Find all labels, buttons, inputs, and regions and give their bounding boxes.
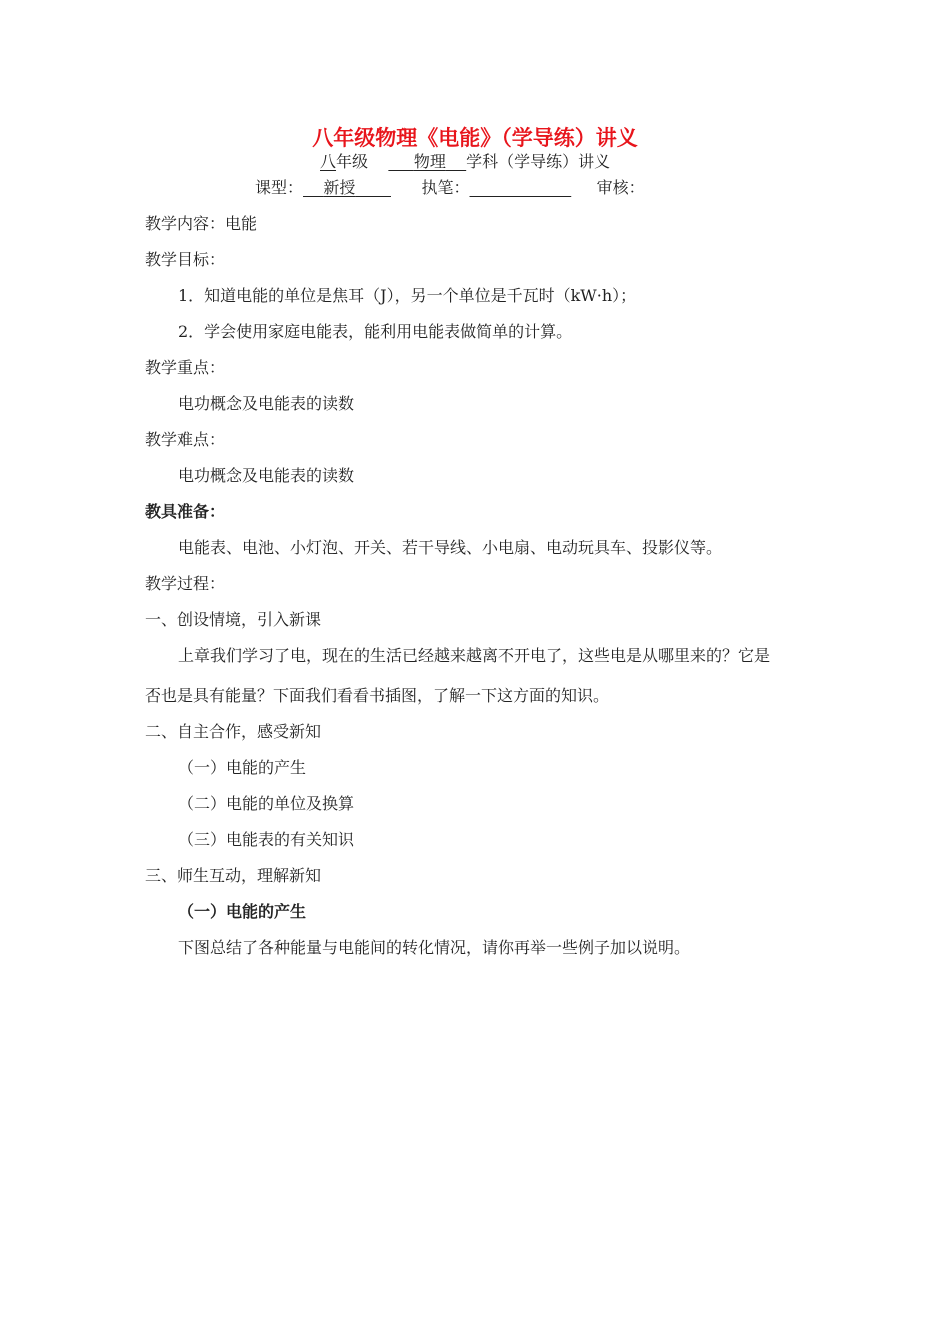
subject-value: 物理 (413, 152, 446, 171)
grade-value: 八 (320, 152, 337, 171)
section-1-paragraph-line-1: 上章我们学习了电，现在的生活已经越来越离不开电了，这些电是从哪里来的？它是 (178, 646, 771, 665)
author-blank (470, 178, 572, 197)
content-label: 教学内容： (145, 214, 226, 233)
difficulty-value: 电功概念及电能表的读数 (178, 466, 355, 485)
objective-item-1: 1．知道电能的单位是焦耳（J），另一个单位是千瓦时（kW·h）； (178, 286, 637, 305)
page-title: 八年级物理《电能》（学导练）讲义 (312, 126, 638, 150)
grade-label: 年级 (336, 152, 369, 171)
section-2-item-1: （一）电能的产生 (178, 758, 307, 777)
section-2-item-2: （二）电能的单位及换算 (178, 794, 355, 813)
review-label: 审核： (596, 178, 645, 197)
section-3-heading: 三、师生互动，理解新知 (145, 866, 322, 885)
subtitle-suffix: 学科（学导练）讲义 (466, 152, 611, 171)
content-value: 电能 (225, 214, 258, 233)
author-label: 执笔： (421, 178, 470, 197)
tools-value: 电能表、电池、小灯泡、开关、若干导线、小电扇、电动玩具车、投影仪等。 (178, 538, 723, 557)
objective-item-2: 2．学会使用家庭电能表，能利用电能表做简单的计算。 (178, 322, 573, 341)
section-2-heading: 二、自主合作，感受新知 (145, 722, 322, 741)
subtitle-line (320, 152, 610, 172)
difficulty-label: 教学难点： (145, 430, 226, 449)
section-1-paragraph-line-2: 否也是具有能量？下面我们看看书插图，了解一下这方面的知识。 (145, 686, 610, 705)
type-label: 课型： (255, 178, 304, 197)
type-value: 新授 (323, 178, 356, 197)
key-point-value: 电功概念及电能表的读数 (178, 394, 355, 413)
section-1-heading: 一、创设情境，引入新课 (145, 610, 322, 629)
content-line (145, 214, 257, 234)
section-3-subheading: （一）电能的产生 (178, 902, 307, 921)
objectives-label: 教学目标： (145, 250, 226, 269)
tools-label: 教具准备： (145, 502, 226, 521)
key-point-label: 教学重点： (145, 358, 226, 377)
section-3-paragraph: 下图总结了各种能量与电能间的转化情况，请你再举一些例子加以说明。 (178, 938, 691, 957)
process-label: 教学过程： (145, 574, 226, 593)
section-2-item-3: （三）电能表的有关知识 (178, 830, 355, 849)
meta-line (255, 178, 645, 198)
